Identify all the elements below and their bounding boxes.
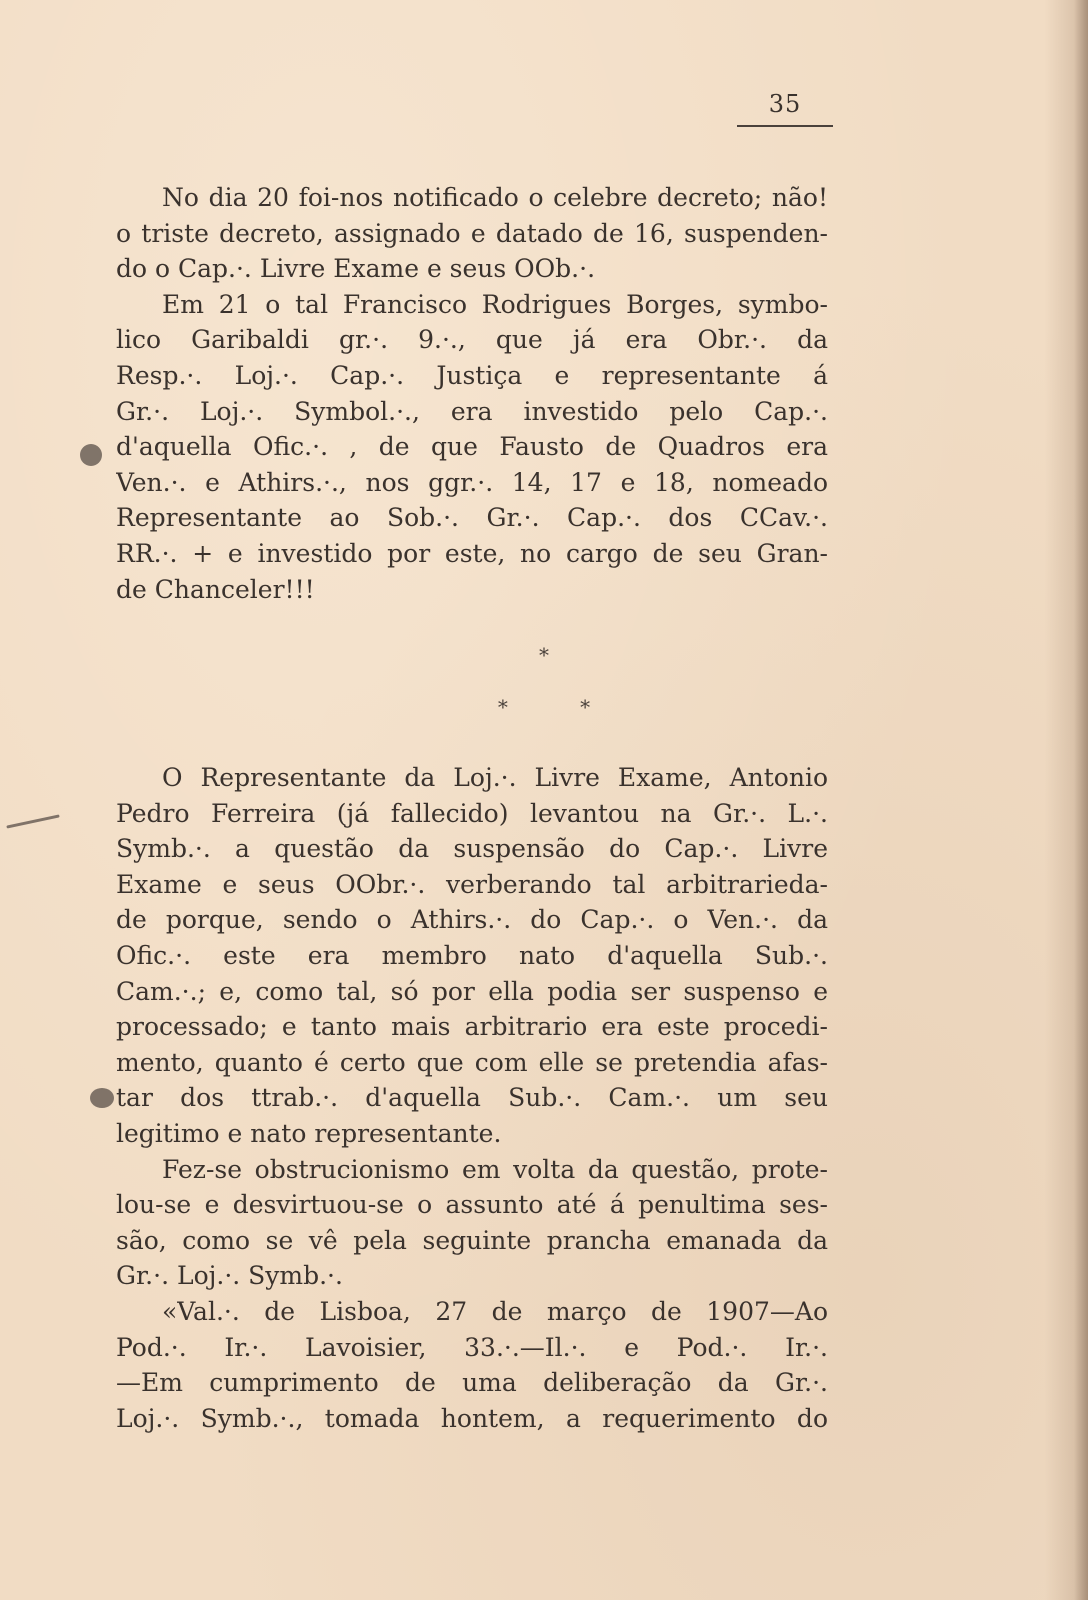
text-line: do o Cap.·. Livre Exame e seus OOb.·. <box>116 254 596 284</box>
ink-blot-mark <box>90 1088 114 1108</box>
text-line: Pod.·. Ir.·. Lavoisier, 33.·.—Il.·. e Pod.·. Ir.·. <box>116 1332 828 1362</box>
text-line: lou-se e desvirtuou-se o assunto até á penultima ses- <box>116 1190 828 1220</box>
text-line: processado; e tanto mais arbitrario era este procedi- <box>116 1012 828 1042</box>
asterism-star: * <box>539 643 549 667</box>
text-line: lico Garibaldi gr.·. 9.·., que já era Obr.·. da <box>116 325 828 355</box>
text-line: legitimo e nato representante. <box>116 1118 502 1148</box>
text-line: Gr.·. Loj.·. Symbol.·., era investido pelo Cap.·. <box>116 396 828 426</box>
text-line: No dia 20 foi-nos notificado o celebre decreto; não! <box>162 183 828 212</box>
asterism-bottom <box>0 695 1088 719</box>
text-line: Ven.·. e Athirs.·., nos ggr.·. 14, 17 e 18, nomeado <box>116 467 828 497</box>
text-line: O Representante da Loj.·. Livre Exame, Antonio <box>162 763 828 792</box>
asterism-star: * <box>497 695 508 719</box>
paragraph-block-2 <box>116 760 828 1436</box>
text-line: Gr.·. Loj.·. Symb.·. <box>116 1261 343 1291</box>
text-line: d'aquella Ofic.·. , de que Fausto de Quadros era <box>116 432 828 462</box>
text-line: tar dos ttrab.·. d'aquella Sub.·. Cam.·. um seu <box>116 1083 828 1113</box>
text-line: de Chanceler!!! <box>116 574 315 604</box>
paragraph-block-1 <box>116 180 828 607</box>
page-number-rule <box>737 125 833 127</box>
text-line: Fez-se obstrucionismo em volta da questão, prote- <box>162 1154 828 1184</box>
text-line: —Em cumprimento de uma deliberação da Gr.·. <box>116 1368 828 1398</box>
text-line: o triste decreto, assignado e datado de 16, suspenden- <box>116 218 828 248</box>
text-line: são, como se vê pela seguinte prancha emanada da <box>116 1225 828 1255</box>
text-line: Exame e seus OObr.·. verberando tal arbitrarieda- <box>116 869 828 899</box>
text-line: Symb.·. a questão da suspensão do Cap.·. Livre <box>116 834 828 864</box>
text-line: de porque, sendo o Athirs.·. do Cap.·. o Ven.·. da <box>116 905 828 935</box>
text-line: Pedro Ferreira (já fallecido) levantou na Gr.·. L.·. <box>116 798 828 828</box>
text-line: Loj.·. Symb.·., tomada hontem, a requerimento do <box>116 1403 828 1433</box>
asterism-star: * <box>580 695 591 719</box>
page-edge-shadow <box>1074 0 1088 1600</box>
ink-blot-mark <box>80 444 102 466</box>
text-line: RR.·. + e investido por este, no cargo de seu Gran- <box>116 538 828 568</box>
text-line: Resp.·. Loj.·. Cap.·. Justiça e representante á <box>116 360 828 390</box>
text-line: mento, quanto é certo que com elle se pretendia afas- <box>116 1047 828 1077</box>
ink-stroke-mark <box>6 814 59 828</box>
text-line: Cam.·.; e, como tal, só por ella podia ser suspenso e <box>116 976 828 1006</box>
text-line: «Val.·. de Lisboa, 27 de março de 1907—Ao <box>162 1296 828 1326</box>
text-line: Ofic.·. este era membro nato d'aquella Sub.·. <box>116 940 828 970</box>
asterism-top <box>0 643 1088 667</box>
page-number: 35 <box>768 90 802 118</box>
text-line: Representante ao Sob.·. Gr.·. Cap.·. dos CCav.·. <box>116 503 828 533</box>
text-line: Em 21 o tal Francisco Rodrigues Borges, symbo- <box>162 289 828 319</box>
